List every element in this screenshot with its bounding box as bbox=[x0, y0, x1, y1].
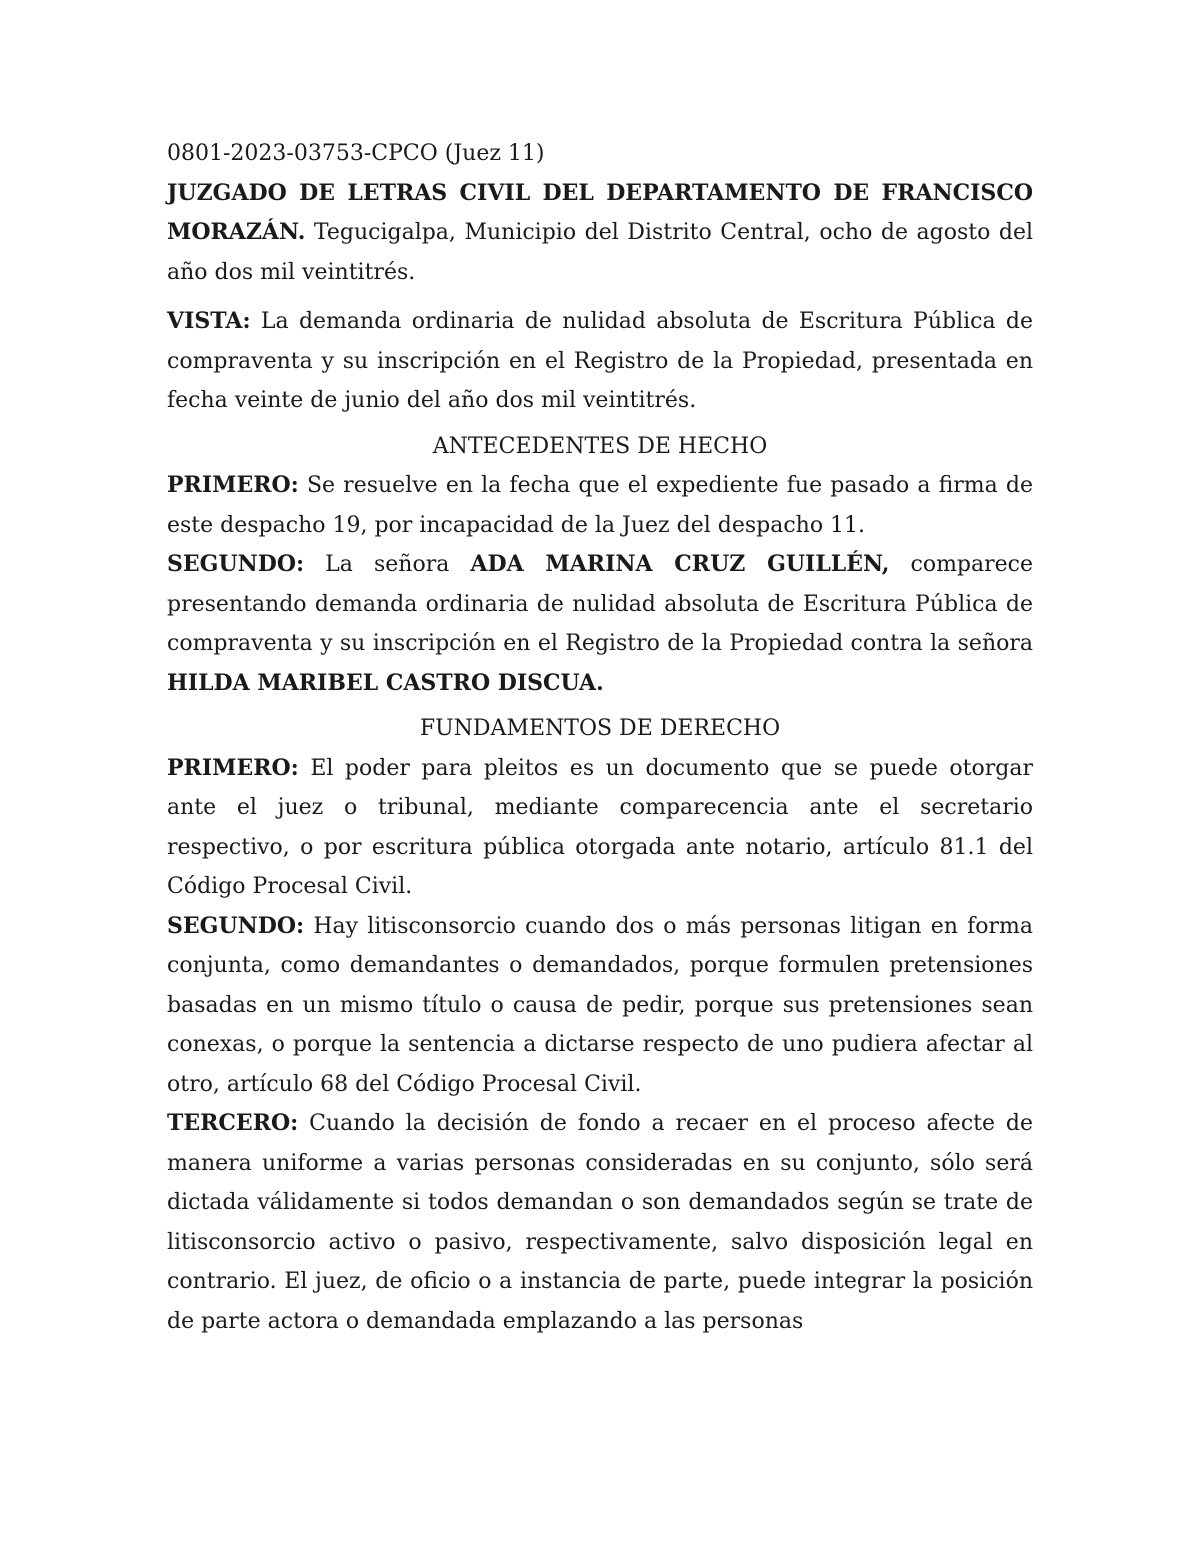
antecedentes-primero bbox=[167, 466, 1033, 545]
document-page bbox=[167, 134, 1033, 1341]
place-date: Tegucigalpa, Municipio del Distrito Central, ocho de agosto del año dos mil veintitrés. bbox=[167, 220, 1033, 285]
antecedentes-segundo-label: SEGUNDO: bbox=[167, 551, 305, 577]
antecedentes-heading: ANTECEDENTES DE HECHO bbox=[432, 433, 768, 459]
vista-label: VISTA: bbox=[167, 308, 251, 334]
vista-text: La demanda ordinaria de nulidad absoluta de Escritura Pública de compraventa y su inscripción en el Registro de la Propiedad, presentada en fecha veinte de junio del año dos mil veintitrés. bbox=[167, 309, 1033, 413]
fundamentos-segundo-text: Hay litisconsorcio cuando dos o más personas litigan en forma conjunta, como demandantes o demandados, porque formulen pretensiones basadas en un mismo título o causa de pedir, porque sus pretensiones sean conexas, o porque la sentencia a dictarse respecto de uno pudiera afectar al otro, artículo 68 del Código Procesal Civil. bbox=[167, 913, 1033, 1097]
fundamentos-segundo-label: SEGUNDO: bbox=[167, 912, 305, 939]
antecedentes-primero-text: Se resuelve en la fecha que el expediente fue pasado a firma de este despacho 19, por incapacidad de la Juez del despacho 11. bbox=[167, 473, 1033, 538]
fundamentos-tercero-label: TERCERO: bbox=[167, 1110, 299, 1136]
defendant-name: HILDA MARIBEL CASTRO DISCUA. bbox=[167, 669, 604, 696]
antecedentes-segundo-text-b: comparece presentando demanda ordinaria de nulidad absoluta de Escritura Pública de compraventa y su inscripción en el Registro de la Propiedad contra la señora bbox=[167, 552, 1034, 656]
antecedentes-segundo bbox=[167, 545, 1033, 703]
antecedentes-primero-label: PRIMERO: bbox=[167, 472, 299, 498]
fundamentos-segundo bbox=[167, 907, 1033, 1105]
fundamentos-heading: FUNDAMENTOS DE DERECHO bbox=[419, 716, 781, 741]
fundamentos-primero-text: El poder para pleitos es un documento que se puede otorgar ante el juez o tribunal, mediante comparecencia ante el secretario respectivo, o por escritura pública otorgada ante notario, artículo 81.1 del Código Procesal Civil. bbox=[167, 755, 1033, 899]
court-header-paragraph bbox=[167, 174, 1033, 293]
antecedentes-segundo-text-a: La señora bbox=[304, 552, 471, 577]
fundamentos-primero bbox=[167, 749, 1033, 907]
fundamentos-primero-label: PRIMERO: bbox=[167, 754, 299, 781]
case-number: 0801-2023-03753-CPCO (Juez 11) bbox=[167, 141, 545, 166]
fundamentos-tercero bbox=[167, 1104, 1033, 1341]
vista-paragraph bbox=[167, 302, 1033, 421]
fundamentos-tercero-text: Cuando la decisión de fondo a recaer en el proceso afecte de manera uniforme a varias personas consideradas en su conjunto, sólo será dictada válidamente si todos demandan o son demandados según se trate de litisconsorcio activo o pasivo, respectivamente, salvo disposición legal en contrario. El juez, de oficio o a instancia de parte, puede integrar la posición de parte actora o demandada emplazando a las personas bbox=[167, 1111, 1033, 1334]
plaintiff-name: ADA MARINA CRUZ GUILLÉN, bbox=[470, 551, 890, 577]
court-name: JUZGADO DE LETRAS CIVIL DEL DEPARTAMENTO DE FRANCISCO MORAZÁN. bbox=[167, 179, 1033, 245]
